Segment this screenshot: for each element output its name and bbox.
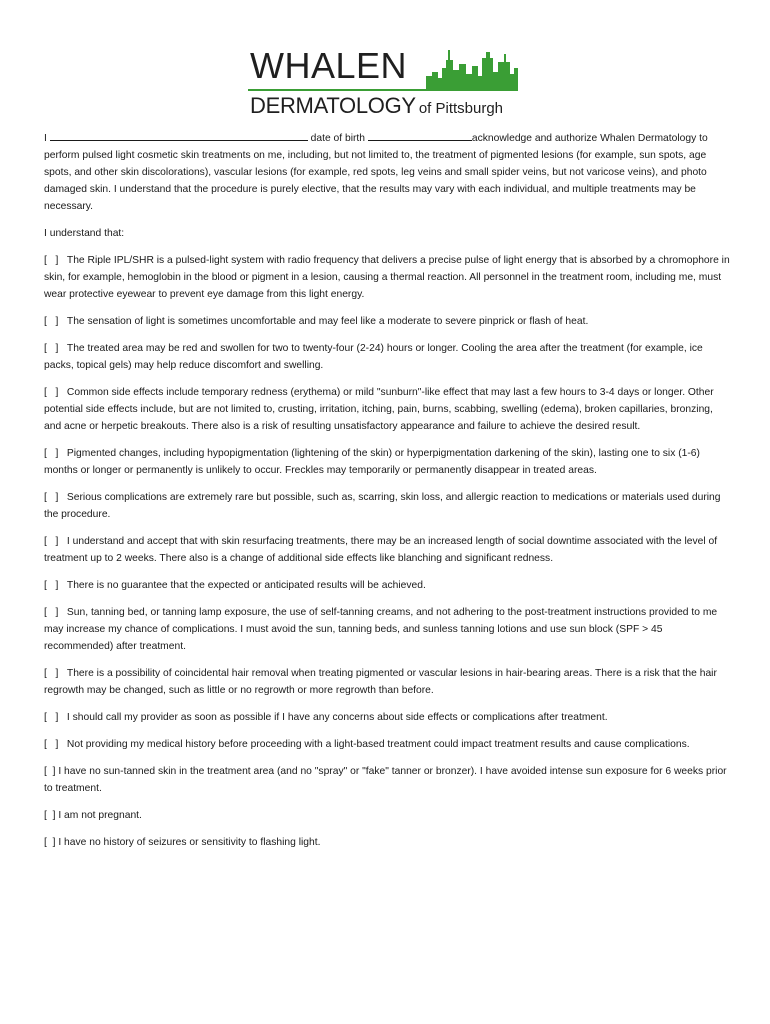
item-checkbox[interactable]: [ ] [44, 668, 59, 679]
item-checkbox[interactable]: [ ] [44, 343, 59, 354]
item-checkbox[interactable]: [ ] [44, 492, 59, 503]
intro-paragraph [44, 129, 730, 215]
consent-item-text: I am not pregnant. [58, 810, 142, 821]
patient-name-blank[interactable] [50, 129, 308, 141]
consent-item [44, 736, 730, 753]
consent-item [44, 763, 730, 797]
item-checkbox[interactable]: [ ] [44, 739, 59, 750]
consent-item-text: The Riple IPL/SHR is a pulsed-light system with radio frequency that delivers a precise pulse of light energy that is absorbed by a chromophore in skin, for example, hemoglobin in the blood or pigment in a lesion, causing a thermal reaction. All personnel in the treatment room, including me, must wear protective eyewear to prevent eye damage from this light energy. [44, 255, 730, 300]
item-checkbox[interactable]: [ ] [44, 837, 56, 848]
consent-item-text: Sun, tanning bed, or tanning lamp exposure, the use of self-tanning creams, and not adhering to the post-treatment instructions provided to me may increase my chance of complications. I must avoid the sun, tanning beds, and sunless tanning lotions and use sun block (SPF > 45 recommended) after treatment. [44, 607, 718, 652]
consent-item-text: I have no sun-tanned skin in the treatment area (and no "spray" or "fake" tanner or bronzer). I have avoided intense sun exposure for 6 weeks prior to treatment. [44, 766, 727, 794]
consent-item [44, 604, 730, 655]
whalen-dermatology-logo [248, 40, 528, 122]
item-checkbox[interactable]: [ ] [44, 580, 59, 591]
item-checkbox[interactable]: [ ] [44, 448, 59, 459]
consent-item-text: The sensation of light is sometimes uncomfortable and may feel like a moderate to severe pinprick or flash of heat. [66, 316, 589, 327]
consent-item [44, 807, 730, 824]
logo-wordmark: WHALEN [250, 45, 408, 86]
logo-rule [248, 89, 518, 91]
consent-item [44, 577, 730, 594]
consent-item-text: Serious complications are extremely rare but possible, such as, scarring, skin loss, and allergic reaction to medications or materials used during the procedure. [44, 492, 721, 520]
item-checkbox[interactable]: [ ] [44, 607, 59, 618]
consent-item-text: I understand and accept that with skin resurfacing treatments, there may be an increased length of social downtime associated with the level of treatment up to 2 weeks. There also is a change of additional side effects like blanching and significant redness. [44, 536, 718, 564]
consent-item [44, 489, 730, 523]
item-checkbox[interactable]: [ ] [44, 255, 59, 266]
city-skyline-icon [426, 46, 518, 90]
consent-item [44, 313, 730, 330]
logo-top-row [248, 44, 528, 88]
item-checkbox[interactable]: [ ] [44, 316, 59, 327]
consent-document [44, 129, 730, 861]
logo-subtitle [250, 93, 503, 122]
consent-item [44, 252, 730, 303]
understand-label: I understand that: [44, 228, 125, 239]
logo-subtitle-location: of Pittsburgh [418, 100, 504, 117]
date-of-birth-label: date of birth [310, 133, 366, 144]
consent-item [44, 665, 730, 699]
consent-item-text: Pigmented changes, including hypopigmentation (lightening of the skin) or hyperpigmentation darkening of the skin), lasting one to six (1-6) months or longer or permanently is unlikely to occur. Freckles may temporarily or permanently disappear in treated areas. [44, 448, 700, 476]
consent-item-text: I should call my provider as soon as possible if I have any concerns about side effects or complications after treatment. [66, 712, 608, 723]
consent-item [44, 533, 730, 567]
intro-text: acknowledge and authorize Whalen Dermatology to perform pulsed light cosmetic skin treatments on me, including, but not limited to, the treatment of pigmented lesions (for example, sun spots, age spots, and other skin discolorations), vascular lesions (for example, red spots, leg veins and small spider veins, but not varicose veins), and photo damaged skin. I understand that the procedure is purely elective, that the results may vary with each individual, and multiple treatments may be necessary. [44, 133, 708, 212]
intro-prefix: I [44, 133, 47, 144]
consent-item-text: The treated area may be red and swollen for two to twenty-four (2-24) hours or longer. Cooling the area after the treatment (for example, ice packs, topical gels) may help reduce discomfort and swelling. [44, 343, 703, 371]
consent-item-text: Not providing my medical history before proceeding with a light-based treatment could impact treatment results and cause complications. [66, 739, 690, 750]
item-checkbox[interactable]: [ ] [44, 536, 59, 547]
item-checkbox[interactable]: [ ] [44, 387, 59, 398]
item-checkbox[interactable]: [ ] [44, 810, 56, 821]
consent-item [44, 340, 730, 374]
consent-item-text: Common side effects include temporary redness (erythema) or mild "sunburn"-like effect that may last a few hours to 3-4 days or longer. Other potential side effects include, but are not limited to, crusting, irritation, itching, pain, burns, scabbing, swelling (edema), broken capillaries, bronzing, and acne or herpetic breakouts. There also is a risk of resulting unsatisfactory appearance and failure to achieve the desired result. [44, 387, 714, 432]
logo-subtitle-dermatology: DERMATOLOGY [250, 93, 416, 118]
consent-item-text: There is no guarantee that the expected or anticipated results will be achieved. [66, 580, 426, 591]
item-checkbox[interactable]: [ ] [44, 766, 56, 777]
item-checkbox[interactable]: [ ] [44, 712, 59, 723]
consent-item [44, 445, 730, 479]
consent-item [44, 384, 730, 435]
consent-item [44, 709, 730, 726]
consent-item [44, 834, 730, 851]
date-of-birth-blank[interactable] [368, 129, 472, 141]
consent-item-text: There is a possibility of coincidental hair removal when treating pigmented or vascular lesions in hair-bearing areas. There is a risk that the hair regrowth may be changed, such as little or no regrowth or more regrowth than before. [44, 668, 717, 696]
consent-item-text: I have no history of seizures or sensitivity to flashing light. [58, 837, 321, 848]
